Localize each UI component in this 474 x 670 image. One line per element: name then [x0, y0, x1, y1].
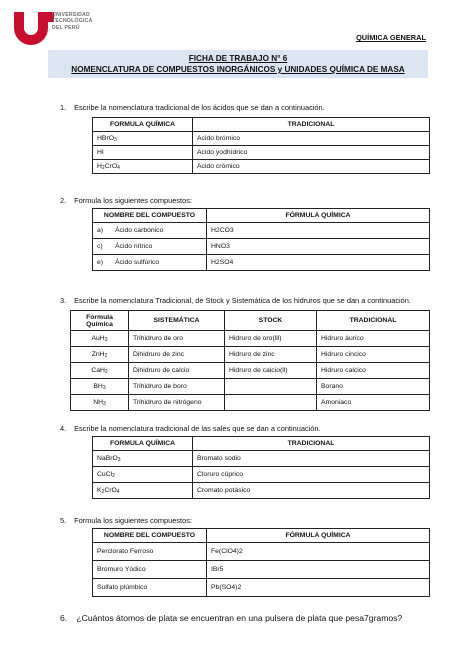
question-text: ¿Cuántos átomos de plata se encuentran en una pulsera de plata que pesa7gramos? — [76, 613, 403, 623]
table-row — [93, 160, 430, 174]
table-row — [93, 255, 430, 271]
formula-cell: $BH_3$ — [71, 379, 129, 395]
column-header: FORMULA QUÍMICA — [93, 118, 193, 132]
table-row — [93, 579, 430, 597]
systematic-cell: Trihidruro de boro — [129, 379, 225, 395]
table-header-row — [93, 437, 430, 451]
compound-cell: c) Ácido nítrico — [93, 239, 207, 255]
stock-cell: Hidruro de zinc — [225, 347, 317, 363]
question-text: Escribe la nomenclatura tradicional de los ácidos que se dan a continuación. — [74, 103, 325, 112]
table-row — [93, 561, 430, 579]
table-row — [71, 363, 430, 379]
table-header-row — [93, 118, 430, 132]
name-cell: Acido brómico — [193, 132, 430, 146]
column-header: NOMBRE DEL COMPUESTO — [93, 209, 207, 223]
question-4 — [60, 424, 321, 433]
column-header: FÓRMULA QUÍMICA — [207, 209, 430, 223]
formula-cell: CaH$_2$ — [71, 363, 129, 379]
question-5 — [60, 516, 192, 525]
q1-table — [92, 117, 430, 174]
name-cell: Cromato potásico — [193, 483, 430, 499]
traditional-cell: Hidruro calcico — [317, 363, 430, 379]
compound-cell: Bromuro Yódico — [93, 561, 207, 579]
formula-cell: CuCl$_2$ — [93, 467, 193, 483]
stock-cell — [225, 395, 317, 411]
table-header-row — [71, 311, 430, 331]
column-header: FÓRMULA QUÍMICA — [207, 529, 430, 543]
formula-cell: HBrO$_3$ — [93, 132, 193, 146]
formula-cell: $K_2CrO_4$ — [93, 483, 193, 499]
question-2 — [60, 196, 192, 205]
q2-table — [92, 208, 430, 271]
logo-wordmark — [52, 12, 93, 31]
question-6 — [60, 613, 402, 623]
table-row — [71, 379, 430, 395]
question-text: Formula los siguientes compuestos: — [74, 196, 192, 205]
name-cell: Bromato sodio — [193, 451, 430, 467]
formula-cell: Pb(SO4)2 — [207, 579, 430, 597]
question-number: 6. — [60, 613, 68, 623]
question-1 — [60, 103, 325, 112]
logo-line: DEL PERÚ — [52, 24, 80, 31]
question-number: 3. — [60, 296, 67, 305]
formula-cell: HI — [93, 146, 193, 160]
formula-cell: HNO3 — [207, 239, 430, 255]
question-3 — [60, 296, 411, 305]
question-number: 2. — [60, 196, 67, 205]
traditional-cell: Amoniaco — [317, 395, 430, 411]
compound-cell: Sulfato plúmbico — [93, 579, 207, 597]
table-row — [93, 483, 430, 499]
table-header-row — [93, 529, 430, 543]
table-row — [93, 239, 430, 255]
systematic-cell: Trihidruro de oro — [129, 331, 225, 347]
q3-table — [70, 310, 430, 411]
name-cell: Acido yodhídrico — [193, 146, 430, 160]
name-cell: Cloruro cúprico — [193, 467, 430, 483]
column-header: Fórmula Química — [71, 311, 129, 331]
course-name: QUÍMICA GENERAL — [356, 33, 426, 42]
table-row — [93, 146, 430, 160]
formula-cell: $H_2CrO_4$ — [93, 160, 193, 174]
column-header: TRADICIONAL — [193, 437, 430, 451]
question-number: 4. — [60, 424, 67, 433]
worksheet-subtitle: NOMENCLATURA DE COMPUESTOS INORGÁNICOS y UNIDADES QUÍMICA DE MASA — [71, 65, 405, 74]
traditional-cell: Borano — [317, 379, 430, 395]
systematic-cell: Dihidruro de zinc — [129, 347, 225, 363]
formula-cell: AuH$_3$ — [71, 331, 129, 347]
stock-cell: Hidruro de oro(lll) — [225, 331, 317, 347]
table-row — [93, 223, 430, 239]
question-text: Escribe la nomenclatura Tradicional, de Stock y Sistemática de los hidruros que se dan a continuación. — [74, 296, 411, 305]
q4-table — [92, 436, 430, 499]
formula-cell: $NH_3$ — [71, 395, 129, 411]
column-header: TRADICIONAL — [193, 118, 430, 132]
formula-cell: H2SO4 — [207, 255, 430, 271]
table-row — [93, 132, 430, 146]
question-number: 1. — [60, 103, 67, 112]
systematic-cell: Trihidruro de nitrógeno — [129, 395, 225, 411]
title-banner — [48, 50, 428, 78]
table-row — [71, 347, 430, 363]
formula-cell: H2CO3 — [207, 223, 430, 239]
compound-cell: Perclorato Ferroso — [93, 543, 207, 561]
worksheet-title: FICHA DE TRABAJO N° 6 — [188, 54, 288, 63]
utp-logo-icon — [10, 8, 56, 48]
table-row — [71, 331, 430, 347]
stock-cell — [225, 379, 317, 395]
systematic-cell: Dihidruro de calcio — [129, 363, 225, 379]
traditional-cell: Hidruro áurico — [317, 331, 430, 347]
stock-cell: Hidruro de calcio(ll) — [225, 363, 317, 379]
question-text: Escribe la nomenclatura tradicional de las sales que se dan a continuación. — [74, 424, 321, 433]
column-header: TRADICIONAL — [317, 311, 430, 331]
compound-cell: e) Ácido sulfúrico — [93, 255, 207, 271]
compound-cell: a) Ácido carbónico — [93, 223, 207, 239]
table-row — [93, 451, 430, 467]
name-cell: Acido crómico — [193, 160, 430, 174]
formula-cell: Fe(ClO4)2 — [207, 543, 430, 561]
formula-cell: NaBrO$_3$ — [93, 451, 193, 467]
question-text: Formula los siguientes compuestos: — [74, 516, 192, 525]
formula-cell: IBr5 — [207, 561, 430, 579]
logo-line: UNIVERSIDAD — [52, 12, 90, 18]
column-header: STOCK — [225, 311, 317, 331]
table-header-row — [93, 209, 430, 223]
question-number: 5. — [60, 516, 67, 525]
column-header: FORMULA QUÍMICA — [93, 437, 193, 451]
table-row — [93, 467, 430, 483]
column-header: SISTEMÁTICA — [129, 311, 225, 331]
column-header: NOMBRE DEL COMPUESTO — [93, 529, 207, 543]
traditional-cell: Hidruro cincico — [317, 347, 430, 363]
table-row — [71, 395, 430, 411]
table-row — [93, 543, 430, 561]
formula-cell: ZnH$_2$ — [71, 347, 129, 363]
q5-table — [92, 528, 430, 597]
logo-line: TECNOLÓGICA — [52, 18, 93, 25]
